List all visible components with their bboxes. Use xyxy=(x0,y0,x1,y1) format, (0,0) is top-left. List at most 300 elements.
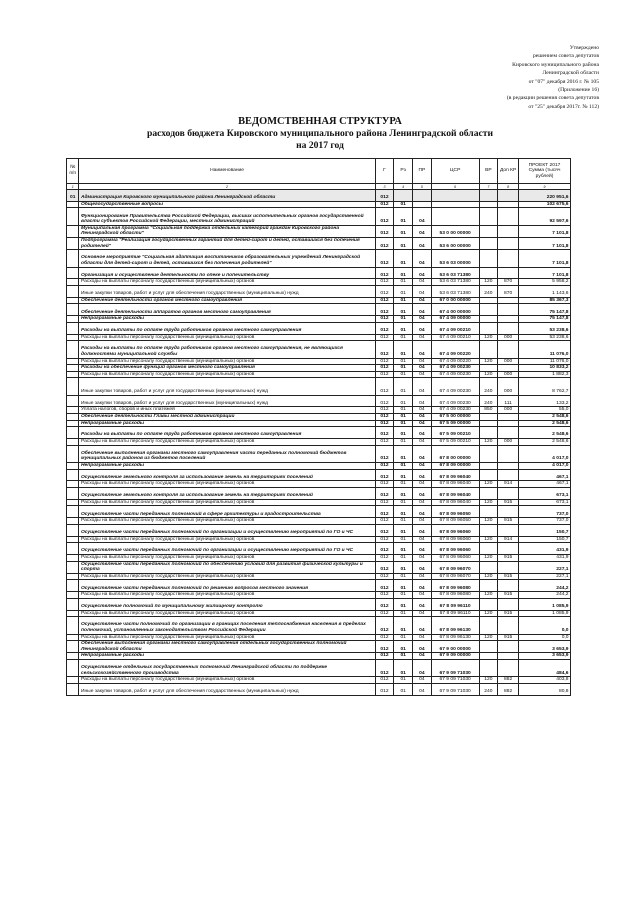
cell-g: 012 xyxy=(375,488,394,500)
cell-rz: 01 xyxy=(394,641,413,653)
cell-sum: 53 238,6 xyxy=(519,334,571,341)
cell-pr: 04 xyxy=(413,358,432,365)
cell-name: Непрограммные расходы xyxy=(79,463,375,470)
cell-dop xyxy=(498,469,519,481)
cell-dop xyxy=(498,316,519,323)
cell-pr: 04 xyxy=(413,524,432,536)
cell-sum: 467,1 xyxy=(519,469,571,481)
cell-g: 012 xyxy=(375,518,394,525)
column-number: 5 xyxy=(413,184,432,190)
cell-sum: 2 548,6 xyxy=(519,427,571,439)
approval-line: Ленинградской области xyxy=(542,70,599,77)
cell-number xyxy=(67,573,79,580)
title-line-2: расходов бюджета Кировского муниципального района Ленинградской области xyxy=(146,128,493,139)
cell-rz: 01 xyxy=(394,518,413,525)
cell-pr: 04 xyxy=(413,573,432,580)
cell-rz: 01 xyxy=(394,499,413,506)
cell-vr: 240 xyxy=(479,378,498,395)
cell-name: Обеспечение выполнения органами местного самоуправления отдельных государственных полномочий Ленинградской области xyxy=(79,641,375,653)
table-row xyxy=(67,641,571,653)
cell-pr xyxy=(413,190,432,202)
cell-dop: 000 xyxy=(498,407,519,414)
cell-number xyxy=(67,580,79,592)
cell-dop xyxy=(498,190,519,202)
cell-rz: 01 xyxy=(394,407,413,414)
table-row xyxy=(67,297,571,304)
cell-name: Функционирование Правительства Российской Федерации, высших исполнительных органов государственной власти субъектов Российской Федерации, местных администраций xyxy=(79,208,375,225)
cell-pr: 04 xyxy=(413,316,432,323)
cell-pr: 04 xyxy=(413,445,432,462)
cell-vr: 120 xyxy=(479,279,498,286)
cell-pr: 04 xyxy=(413,561,432,573)
cell-rz: 01 xyxy=(394,677,413,684)
cell-name: Непрограммные расходы xyxy=(79,420,375,427)
cell-name: Обеспечение деятельности Главы местной администрации xyxy=(79,414,375,421)
cell-number xyxy=(67,683,79,695)
cell-name: Осуществление полномочий по муниципальному жилищному контролю xyxy=(79,598,375,610)
cell-rz: 01 xyxy=(394,201,413,208)
cell-sum: 244,2 xyxy=(519,580,571,592)
table-row xyxy=(67,469,571,481)
cell-vr xyxy=(479,414,498,421)
cell-pr: 04 xyxy=(413,225,432,237)
cell-rz: 01 xyxy=(394,439,413,446)
cell-dop xyxy=(498,365,519,372)
cell-name: Расходы на выплаты персоналу государственных (муниципальных) органов xyxy=(79,371,375,378)
cell-number xyxy=(67,445,79,462)
cell-name: Администрация Кировского муниципального района Ленинградской области xyxy=(79,190,375,202)
cell-rz: 01 xyxy=(394,653,413,660)
table-row xyxy=(67,617,571,634)
cell-csr: 53 0 00 00000 xyxy=(431,225,479,237)
cell-sum: 2 548,6 xyxy=(519,414,571,421)
table-row xyxy=(67,463,571,470)
table-row xyxy=(67,407,571,414)
cell-name: Осуществление части переданных полномочий по обеспечению условий для развития физической культуры и спорта xyxy=(79,561,375,573)
cell-name: Осуществление земельного контроля за использование земель на территориях поселений xyxy=(79,469,375,481)
table-row xyxy=(67,378,571,395)
cell-vr xyxy=(479,190,498,202)
cell-pr: 04 xyxy=(413,407,432,414)
cell-name: Расходы на выплаты персоналу государственных (муниципальных) органов xyxy=(79,677,375,684)
cell-rz: 01 xyxy=(394,536,413,543)
cell-rz: 01 xyxy=(394,250,413,267)
approval-stamp xyxy=(369,44,599,111)
cell-sum: 7 101,8 xyxy=(519,250,571,267)
cell-dop: 000 xyxy=(498,334,519,341)
cell-g: 012 xyxy=(375,445,394,462)
cell-pr: 04 xyxy=(413,237,432,249)
cell-csr: 67 5 09 00210 xyxy=(431,427,479,439)
cell-sum: 673,1 xyxy=(519,499,571,506)
cell-number xyxy=(67,524,79,536)
cell-csr: 67 8 09 96110 xyxy=(431,598,479,610)
cell-vr xyxy=(479,420,498,427)
cell-sum: 7 101,8 xyxy=(519,225,571,237)
title-line-3: на 2017 год xyxy=(296,140,344,151)
cell-csr: 67 8 09 96050 xyxy=(431,518,479,525)
cell-sum: 2 548,6 xyxy=(519,439,571,446)
cell-dop xyxy=(498,653,519,660)
cell-number xyxy=(67,469,79,481)
cell-rz: 01 xyxy=(394,463,413,470)
cell-g: 012 xyxy=(375,439,394,446)
cell-dop xyxy=(498,208,519,225)
cell-sum: 8 762,7 xyxy=(519,378,571,395)
cell-dop xyxy=(498,250,519,267)
cell-pr: 04 xyxy=(413,285,432,297)
cell-vr: 120 xyxy=(479,610,498,617)
cell-name: Расходы на обеспечение функций органов местного самоуправления xyxy=(79,365,375,372)
cell-sum: 737,0 xyxy=(519,506,571,518)
cell-name: Непрограммные расходы xyxy=(79,653,375,660)
cell-g: 012 xyxy=(375,634,394,641)
cell-g: 012 xyxy=(375,279,394,286)
cell-g: 012 xyxy=(375,358,394,365)
cell-vr xyxy=(479,445,498,462)
cell-pr: 04 xyxy=(413,481,432,488)
cell-pr: 04 xyxy=(413,536,432,543)
cell-pr: 04 xyxy=(413,469,432,481)
cell-rz: 01 xyxy=(394,617,413,634)
cell-rz: 01 xyxy=(394,580,413,592)
cell-pr: 04 xyxy=(413,499,432,506)
table-row xyxy=(67,610,571,617)
cell-vr: 850 xyxy=(479,407,498,414)
cell-pr: 04 xyxy=(413,279,432,286)
cell-number xyxy=(67,250,79,267)
cell-sum: 4 017,0 xyxy=(519,463,571,470)
cell-name: Осуществление части полномочий по организации в границах поселения теплоснабжения населения в пределах полномочий, установленных законодательством Российской Федерации xyxy=(79,617,375,634)
cell-g: 012 xyxy=(375,322,394,334)
header-sum: ПРОЕКТ 2017 Сумма (тысяч рублей) xyxy=(519,159,571,184)
table-row xyxy=(67,499,571,506)
cell-pr: 04 xyxy=(413,304,432,316)
cell-dop: 000 xyxy=(498,371,519,378)
cell-vr xyxy=(479,237,498,249)
cell-dop xyxy=(498,427,519,439)
cell-dop xyxy=(498,641,519,653)
header-rz: Рз xyxy=(394,159,413,184)
table-row xyxy=(67,554,571,561)
cell-rz: 01 xyxy=(394,524,413,536)
cell-number xyxy=(67,378,79,395)
cell-name: Расходы на выплаты персоналу государственных (муниципальных) органов xyxy=(79,358,375,365)
cell-name: Осуществление части переданных полномочий по организации и осуществлению мероприятий по ГО и ЧС xyxy=(79,543,375,555)
cell-name: Расходы на выплаты персоналу государственных (муниципальных) органов xyxy=(79,573,375,580)
cell-dop xyxy=(498,659,519,676)
cell-name: Осуществление отдельных государственных полномочий Ленинградской области по поддержке сельскохозяйственного производства xyxy=(79,659,375,676)
cell-rz: 01 xyxy=(394,554,413,561)
cell-csr: 67 9 09 71030 xyxy=(431,659,479,676)
cell-g: 012 xyxy=(375,225,394,237)
cell-sum: 467,1 xyxy=(519,481,571,488)
cell-number xyxy=(67,506,79,518)
cell-csr: 67 4 09 00210 xyxy=(431,334,479,341)
cell-csr: 67 8 09 00000 xyxy=(431,463,479,470)
cell-name: Уплата налогов, сборов и иных платежей xyxy=(79,407,375,414)
cell-vr xyxy=(479,561,498,573)
cell-number xyxy=(67,592,79,599)
table-row xyxy=(67,414,571,421)
cell-dop xyxy=(498,201,519,208)
cell-g: 012 xyxy=(375,201,394,208)
table-row xyxy=(67,518,571,525)
cell-vr xyxy=(479,524,498,536)
cell-rz: 01 xyxy=(394,481,413,488)
cell-vr: 120 xyxy=(479,677,498,684)
cell-name: Иные закупки товаров, работ и услуг для государственных (муниципальных) нужд xyxy=(79,378,375,395)
cell-name: Расходы на выплаты персоналу государственных (муниципальных) органов xyxy=(79,499,375,506)
cell-name: Обеспечение деятельности аппаратов органов местного самоуправления xyxy=(79,304,375,316)
cell-number: 01 xyxy=(67,190,79,202)
cell-sum: 133,2 xyxy=(519,395,571,407)
cell-dop xyxy=(498,445,519,462)
cell-number xyxy=(67,267,79,279)
cell-g: 012 xyxy=(375,267,394,279)
cell-name: Организация и осуществление деятельности по опеке и попечительству xyxy=(79,267,375,279)
cell-g: 012 xyxy=(375,561,394,573)
cell-dop: 000 xyxy=(498,378,519,395)
cell-pr: 04 xyxy=(413,378,432,395)
cell-vr xyxy=(479,469,498,481)
cell-number xyxy=(67,358,79,365)
cell-dop xyxy=(498,420,519,427)
cell-csr: 67 8 09 96070 xyxy=(431,573,479,580)
cell-csr: 53 6 03 71380 xyxy=(431,279,479,286)
header-pr: ПР xyxy=(413,159,432,184)
cell-csr: 67 9 09 71030 xyxy=(431,683,479,695)
cell-number xyxy=(67,561,79,573)
cell-dop: 915 xyxy=(498,554,519,561)
cell-pr: 04 xyxy=(413,592,432,599)
header-name: Наименование xyxy=(79,159,375,184)
cell-name: Иные закупки товаров, работ и услуг для государственных (муниципальных) нужд xyxy=(79,395,375,407)
cell-number xyxy=(67,634,79,641)
cell-vr xyxy=(479,598,498,610)
table-row xyxy=(67,285,571,297)
cell-csr: 67 4 09 00230 xyxy=(431,365,479,372)
cell-number xyxy=(67,610,79,617)
cell-dop: 915 xyxy=(498,592,519,599)
cell-vr xyxy=(479,267,498,279)
cell-g: 012 xyxy=(375,334,394,341)
cell-pr: 04 xyxy=(413,420,432,427)
cell-dop xyxy=(498,463,519,470)
cell-dop: 000 xyxy=(498,439,519,446)
cell-vr xyxy=(479,225,498,237)
table-row xyxy=(67,358,571,365)
table-row xyxy=(67,267,571,279)
cell-csr: 67 4 09 00230 xyxy=(431,395,479,407)
cell-name: Расходы на выплаты персоналу государственных (муниципальных) органов xyxy=(79,554,375,561)
cell-name: Основное мероприятие "Социальная адаптация воспитанников образовательных учреждений Ленинградской области для детей-сирот и детей, оставшихся без попечения родителей" xyxy=(79,250,375,267)
cell-rz: 01 xyxy=(394,371,413,378)
cell-rz: 01 xyxy=(394,683,413,695)
cell-pr: 04 xyxy=(413,554,432,561)
cell-rz: 01 xyxy=(394,334,413,341)
table-row xyxy=(67,536,571,543)
cell-sum: 7 101,8 xyxy=(519,237,571,249)
column-number: 2 xyxy=(79,184,375,190)
cell-pr: 04 xyxy=(413,250,432,267)
cell-vr: 120 xyxy=(479,358,498,365)
cell-sum: 1 085,9 xyxy=(519,610,571,617)
table-row xyxy=(67,237,571,249)
cell-number xyxy=(67,237,79,249)
cell-name: Осуществление земельного контроля за использование земель на территориях поселений xyxy=(79,488,375,500)
cell-dop xyxy=(498,225,519,237)
table-row xyxy=(67,316,571,323)
cell-pr: 04 xyxy=(413,506,432,518)
cell-csr: 67 8 09 96040 xyxy=(431,488,479,500)
table-row xyxy=(67,543,571,555)
cell-csr: 67 8 09 96060 xyxy=(431,543,479,555)
cell-dop: 915 xyxy=(498,518,519,525)
cell-pr: 04 xyxy=(413,463,432,470)
cell-rz: 01 xyxy=(394,279,413,286)
header-no: № п/п xyxy=(67,159,79,184)
cell-sum: 75 147,8 xyxy=(519,304,571,316)
cell-number xyxy=(67,304,79,316)
cell-pr: 04 xyxy=(413,341,432,358)
cell-sum: 431,9 xyxy=(519,543,571,555)
cell-number xyxy=(67,322,79,334)
cell-dop xyxy=(498,598,519,610)
cell-sum: 53 238,6 xyxy=(519,322,571,334)
cell-number xyxy=(67,488,79,500)
cell-g: 012 xyxy=(375,304,394,316)
cell-pr: 04 xyxy=(413,653,432,660)
cell-sum: 2 548,6 xyxy=(519,420,571,427)
cell-name: Муниципальная программа "Социальная поддержка отдельных категорий граждан Кировского района Ленинградской области" xyxy=(79,225,375,237)
cell-name: Осуществление части переданных полномочий в сфере архитектуры и градостроительства xyxy=(79,506,375,518)
cell-rz: 01 xyxy=(394,543,413,555)
cell-pr: 04 xyxy=(413,634,432,641)
cell-pr: 04 xyxy=(413,617,432,634)
cell-name: Расходы на выплаты персоналу государственных (муниципальных) органов xyxy=(79,334,375,341)
cell-csr: 67 4 09 00220 xyxy=(431,341,479,358)
cell-dop: 870 xyxy=(498,285,519,297)
cell-sum: 1 143,6 xyxy=(519,285,571,297)
cell-pr: 04 xyxy=(413,518,432,525)
table-row xyxy=(67,445,571,462)
cell-dop: 914 xyxy=(498,481,519,488)
cell-dop xyxy=(498,561,519,573)
cell-rz: 01 xyxy=(394,358,413,365)
cell-pr: 04 xyxy=(413,488,432,500)
cell-vr: 120 xyxy=(479,371,498,378)
approval-line: (Приложение 16) xyxy=(558,87,599,94)
cell-pr: 04 xyxy=(413,334,432,341)
cell-g: 012 xyxy=(375,365,394,372)
cell-rz: 01 xyxy=(394,304,413,316)
cell-number xyxy=(67,536,79,543)
cell-dop xyxy=(498,488,519,500)
cell-number xyxy=(67,395,79,407)
cell-number xyxy=(67,543,79,555)
cell-dop: 914 xyxy=(498,536,519,543)
cell-csr: 67 0 00 00000 xyxy=(431,297,479,304)
cell-vr: 120 xyxy=(479,499,498,506)
cell-pr: 04 xyxy=(413,322,432,334)
table-row xyxy=(67,659,571,676)
column-number: 9 xyxy=(519,184,571,190)
cell-rz: 01 xyxy=(394,225,413,237)
table-row xyxy=(67,395,571,407)
table-row xyxy=(67,201,571,208)
cell-dop: 915 xyxy=(498,573,519,580)
approval-line: Утверждено xyxy=(569,45,599,51)
cell-g: 012 xyxy=(375,371,394,378)
cell-csr: 53 6 00 00000 xyxy=(431,237,479,249)
cell-g: 012 xyxy=(375,341,394,358)
cell-rz xyxy=(394,190,413,202)
cell-vr xyxy=(479,297,498,304)
cell-csr: 67 8 09 96070 xyxy=(431,561,479,573)
header-dop: Доп КР xyxy=(498,159,519,184)
cell-rz: 01 xyxy=(394,341,413,358)
cell-pr: 04 xyxy=(413,365,432,372)
cell-dop xyxy=(498,506,519,518)
table-row xyxy=(67,208,571,225)
cell-sum: 92 597,6 xyxy=(519,208,571,225)
cell-name: Осуществление части переданных полномочий по организации и осуществлению мероприятий по ГО и ЧС xyxy=(79,524,375,536)
cell-number xyxy=(67,499,79,506)
cell-number xyxy=(67,677,79,684)
cell-sum: 85 367,3 xyxy=(519,297,571,304)
approval-line: от "25" декабря 2017г. № 112) xyxy=(528,103,599,110)
table-row xyxy=(67,427,571,439)
cell-csr: 67 8 09 96080 xyxy=(431,592,479,599)
cell-g: 012 xyxy=(375,378,394,395)
cell-number xyxy=(67,316,79,323)
cell-rz: 01 xyxy=(394,297,413,304)
cell-g: 012 xyxy=(375,554,394,561)
cell-dop xyxy=(498,341,519,358)
cell-g: 012 xyxy=(375,427,394,439)
cell-vr xyxy=(479,250,498,267)
cell-vr xyxy=(479,341,498,358)
cell-g: 012 xyxy=(375,683,394,695)
cell-vr: 120 xyxy=(479,439,498,446)
cell-number xyxy=(67,341,79,358)
table-row xyxy=(67,365,571,372)
table-row xyxy=(67,334,571,341)
table-row xyxy=(67,439,571,446)
cell-pr: 04 xyxy=(413,439,432,446)
cell-vr xyxy=(479,580,498,592)
table-row xyxy=(67,322,571,334)
cell-g: 012 xyxy=(375,407,394,414)
cell-sum: 0,0 xyxy=(519,617,571,634)
cell-sum: 431,9 xyxy=(519,554,571,561)
cell-rz: 01 xyxy=(394,285,413,297)
cell-csr: 67 4 09 00210 xyxy=(431,322,479,334)
cell-number xyxy=(67,420,79,427)
cell-rz: 01 xyxy=(394,469,413,481)
cell-rz: 01 xyxy=(394,365,413,372)
cell-vr xyxy=(479,659,498,676)
title-line-1: ВЕДОМСТВЕННАЯ СТРУКТУРА xyxy=(238,116,402,127)
cell-dop xyxy=(498,414,519,421)
cell-csr: 67 8 09 96080 xyxy=(431,580,479,592)
cell-dop xyxy=(498,322,519,334)
table-row xyxy=(67,279,571,286)
cell-csr xyxy=(431,208,479,225)
cell-g: 012 xyxy=(375,524,394,536)
cell-number xyxy=(67,617,79,634)
